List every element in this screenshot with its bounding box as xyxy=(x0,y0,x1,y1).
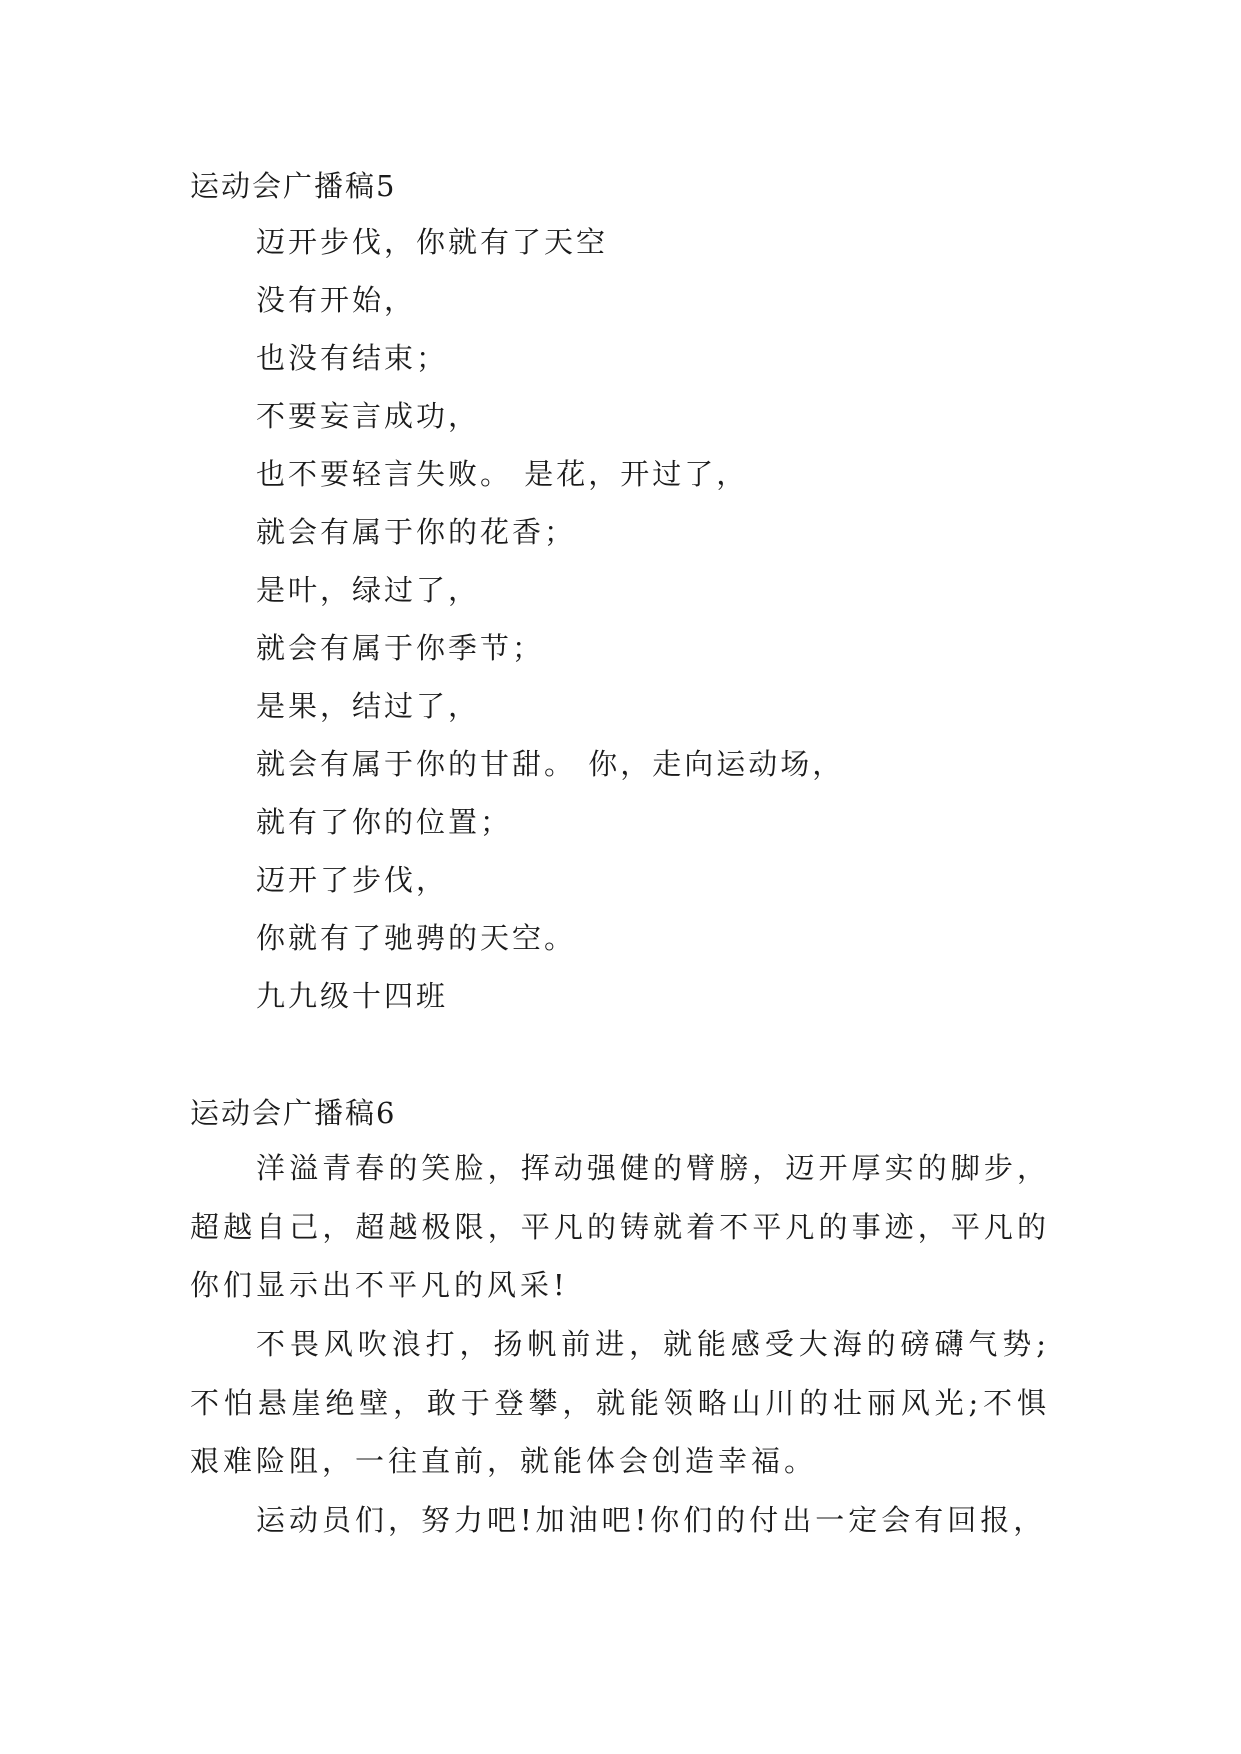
poem-line: 就会有属于你的甘甜。 你，走向运动场， xyxy=(256,747,845,781)
paragraph: 运动员们，努力吧!加油吧!你们的付出一定会有回报， xyxy=(256,1503,1047,1537)
poem-line: 不要妄言成功， xyxy=(256,399,481,433)
poem-line: 是叶，绿过了， xyxy=(256,573,481,607)
paragraph: 不畏风吹浪打，扬帆前进，就能感受大海的磅礴气势;不怕悬崖绝壁，敢于登攀，就能领略山川的壮丽风光;不惧艰难险阻，一往直前，就能体会创造幸福。 xyxy=(190,1327,1050,1478)
poem-line: 迈开了步伐， xyxy=(256,863,449,897)
section-6-title: 运动会广播稿6 xyxy=(190,1096,397,1130)
poem-line: 也没有结束； xyxy=(256,341,449,375)
poem-line: 也不要轻言失败。 是花，开过了， xyxy=(256,457,749,491)
class-signature: 九九级十四班 xyxy=(256,979,449,1013)
poem-line: 就会有属于你季节； xyxy=(256,631,545,665)
poem-line: 是果，结过了， xyxy=(256,689,481,723)
section-5-title: 运动会广播稿5 xyxy=(190,169,397,203)
poem-line: 你就有了驰骋的天空。 xyxy=(256,921,577,955)
poem-line: 就有了你的位置； xyxy=(256,805,513,839)
poem-line: 就会有属于你的花香； xyxy=(256,515,577,549)
poem-line: 没有开始， xyxy=(256,283,417,317)
paragraph: 洋溢青春的笑脸，挥动强健的臂膀，迈开厚实的脚步，超越自己，超越极限，平凡的铸就着不平凡的事迹，平凡的你们显示出不平凡的风采! xyxy=(190,1151,1050,1302)
poem-line: 迈开步伐，你就有了天空 xyxy=(256,225,609,259)
